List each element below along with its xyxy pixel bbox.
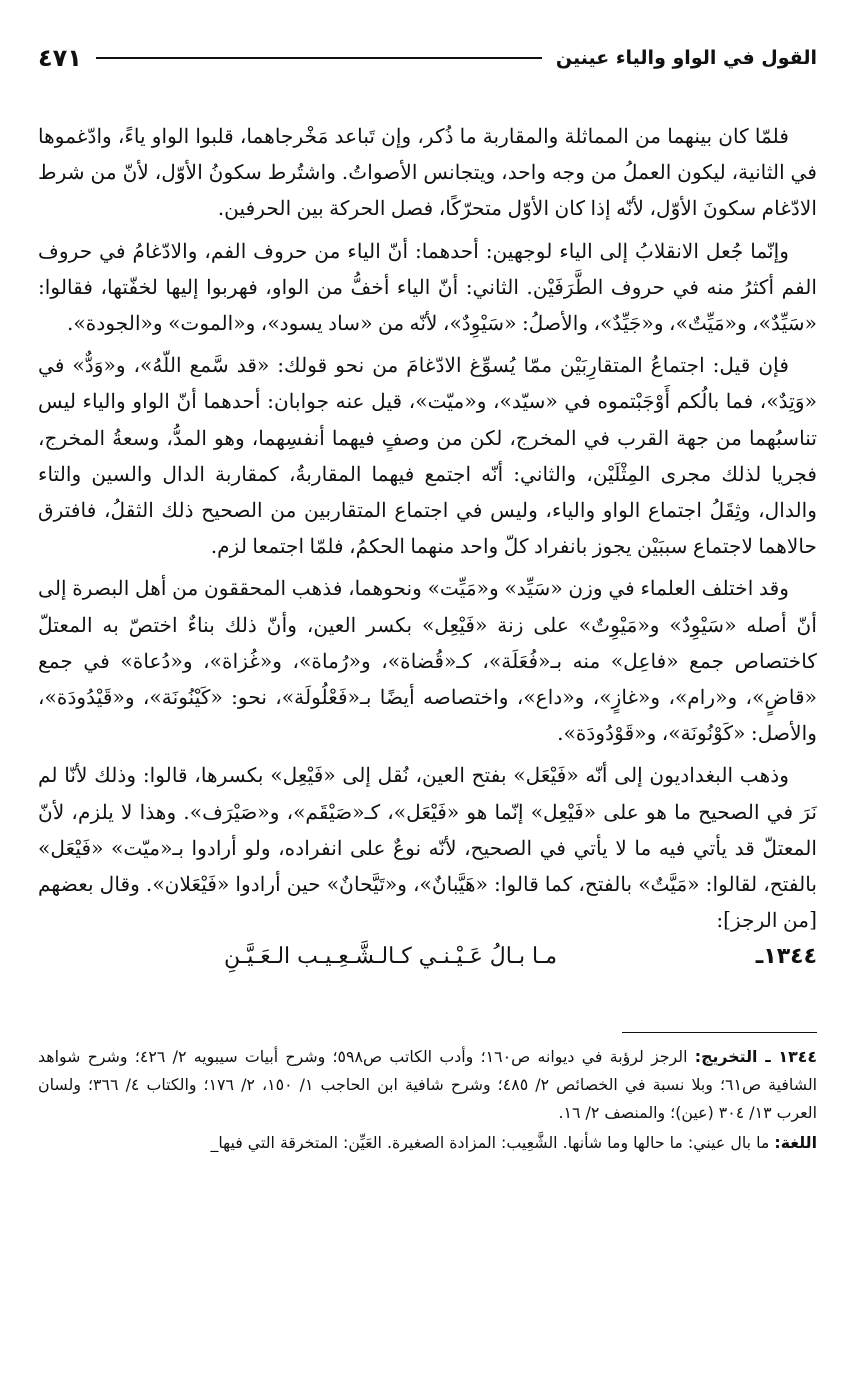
verse-number: ١٣٤٤ـ [755,944,817,970]
footnotes [38,1043,817,1157]
footnote-rule [622,1032,817,1033]
header-rule [96,57,542,59]
body-text [38,118,817,988]
footnote-lugha [38,1129,817,1157]
running-title: القول في الواو والياء عينين [555,47,817,69]
page-number: ٤٧١ [38,44,82,72]
paragraph: فإن قيل: اجتماعُ المتقارِبَيْن ممّا يُسوِّغ الادّغامَ من نحو قولك: «قد سَّمع اللّهُ»، و«وَدٌّ» في «وَتِدٌ»، فما بالُكم أَوْجَبْتموه في «سيّد»، و«ميّت»، قيل عنه جوابان: أحدهما أنّ الواو والياء ليس تناسبُهما من جهة القرب في المخرج، لكن من وصفٍ فيهما أنفسِهما، وهو المدُّ، وسعةُ المخرج، فجريا لذلك مجرى المِثْلَيْن، والثاني: أنّه اجتمع فيهما المقاربةُ، كمقاربة الدال والسين والتاء والدال، وثِقَلُ اجتماع الواو والياء، وليس في اجتماع المتقاربين من الصحيح ذلك الثقلُ، فافترق حالاهما لاجتماع سببَيْن يجوز بانفراد كلّ واحد منهما الحكمُ، فلمّا اجتمعا لزم. [38,353,817,559]
footnote-label: ١٣٤٤ ـ التخريج: [694,1047,817,1067]
page [38,38,817,1360]
footnote-takhrij [38,1043,817,1127]
footnote-label: اللغة: [774,1133,817,1153]
paragraph: فلمّا كان بينهما من المماثلة والمقاربة ما ذُكر، وإن تَباعد مَخْرجاهما، قلبوا الواو ياءً، وادّغموها في الثانية، ليكون العملُ من وجه واحد، ويتجانس الأصواتُ. واشتُرط سكونُ الأوّل، لأنّ من شرط الادّغام سكونَ الأوّل، لأنّه إذا كان الأوّل متحرّكًا، فصل الحركة بين الحرفين. [38,124,817,221]
page-header [38,38,817,78]
verse-text: مـا بـالُ عَـيْـنـي كـالـشَّـعِـيـب الـعَـيَّـنِ [224,944,557,970]
verse-line [38,944,817,988]
footnote-text: الرجز لرؤبة في ديوانه ص١٦٠؛ وأدب الكاتب ص٥٩٨؛ وشرح أبيات سيبويه ٢/ ٤٢٦؛ وشرح شواهد الشافية ص٦١؛ وبلا نسبة في الخصائص ٢/ ٤٨٥؛ وشرح شافية ابن الحاجب ١/ ١٥٠، ٢/ ١٧٦؛ والكتاب ٤/ ٣٦٦؛ ولسان العرب ١٣/ ٣٠٤ (عين)؛ والمنصف ٢/ ١٦. [38,1047,818,1123]
paragraph: وقد اختلف العلماء في وزن «سَيِّد» و«مَيِّت» ونحوهما، فذهب المحققون من أهل البصرة إلى أنّ أصله «سَيْوِدٌ» و«مَيْوِتٌ» على زنة «فَيْعِل» بكسر العين، وأنّ ذلك بناءٌ اختصّ به المعتلّ كاختصاص جمع «فاعِل» منه بـ«فُعَلَة»، كـ«قُضاة»، و«رُماة»، و«غُزاة»، و«دُعاة» في جمع «قاضٍ»، و«رام»، و«غازٍ»، و«داع»، واختصاصه أيضًا بـ«فَعْلُولَة»، نحو: «كَيْنُونَة»، و«قَيْدُودَة»، والأصل: «كَوْنُونَة»، و«قَوْدُودَة». [38,576,817,746]
footnote-text: ما بال عيني: ما حالها وما شأنها. الشَّعِيب: المزادة الصغيرة. العَيِّن: المتخرقة التي فيها_ [210,1133,770,1153]
paragraph: وذهب البغداديون إلى أنّه «فَيْعَل» بفتح العين، نُقل إلى «فَيْعِل» بكسرها، قالوا: وذلك لأنّا لم نَرَ في الصحيح ما هو على «فَيْعِل» إنّما هو «فَيْعَل»، كـ«صَيْقَم»، و«صَيْرَف». وهذا لا يلزم، لأنّ المعتلّ قد يأتي فيه ما لا يأتي في الصحيح، لأنّه نوعٌ على انفراده، ولو أرادوا بـ«ميّت» «فَيْعَل» بالفتح، لقالوا: «مَيَّتٌ» بالفتح، كما قالوا: «هَيَّبانٌ»، و«تَيَّحانٌ» حين أرادوا «فَيْعَلان». وقال بعضهم [من الرجز]: [38,763,817,933]
paragraph: وإنّما جُعل الانقلابُ إلى الياء لوجهين: أحدهما: أنّ الياء من حروف الفم، والادّغامُ في حروف الفم أكثرُ منه في حروف الطَّرَفَيْن. الثاني: أنّ الياء أخفُّ من الواو، فهربوا إليها لخفّتها، فقالوا: «سَيِّدٌ»، و«مَيِّتٌ»، و«جَيِّدٌ»، والأصلُ: «سَيْوِدٌ»، لأنّه من «ساد يسود»، و«الموت» و«الجودة». [38,238,817,336]
